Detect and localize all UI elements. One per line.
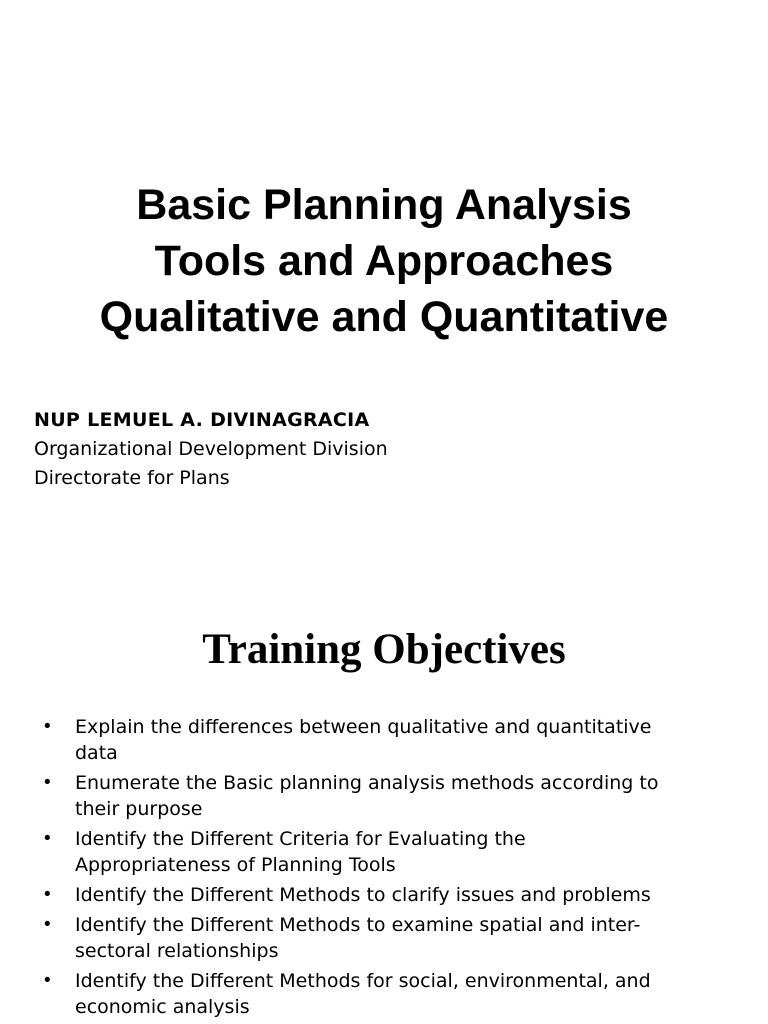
title-line-2: Tools and Approaches — [154, 237, 614, 285]
bullet-icon: • — [44, 828, 51, 849]
objective-item — [44, 968, 744, 1020]
objective-item — [44, 826, 744, 878]
objective-item — [44, 770, 744, 822]
author-division: Organizational Development Division — [34, 438, 388, 460]
presentation-title — [0, 177, 768, 345]
objective-text-line-1: Identify the Different Criteria for Evaluating the — [75, 828, 526, 850]
bullet-icon: • — [44, 884, 51, 905]
objective-item — [44, 882, 744, 908]
objective-text-line-2: sectoral relationships — [75, 940, 279, 962]
objective-text-line-2: Appropriateness of Planning Tools — [75, 854, 396, 876]
bullet-icon: • — [44, 970, 51, 991]
title-line-3: Qualitative and Quantitative — [99, 293, 669, 341]
objective-text-line-1: Identify the Different Methods for social, environmental, and — [75, 970, 651, 992]
objective-text-line-1: Identify the Different Methods to examine spatial and inter- — [75, 914, 641, 936]
objectives-list — [44, 714, 744, 1024]
title-line-1: Basic Planning Analysis — [136, 181, 632, 229]
bullet-icon: • — [44, 716, 51, 737]
bullet-icon: • — [44, 772, 51, 793]
author-directorate: Directorate for Plans — [34, 467, 230, 489]
objective-text-line-1: Explain the differences between qualitative and quantitative — [75, 716, 652, 738]
objective-text-line-2: their purpose — [75, 798, 203, 820]
objective-text-line-2: data — [75, 742, 118, 764]
objectives-heading: Training Objectives — [202, 626, 566, 673]
objectives-slide — [0, 512, 768, 1024]
objective-text-line-1: Enumerate the Basic planning analysis methods according to — [75, 772, 659, 794]
bullet-icon: • — [44, 914, 51, 935]
author-block — [34, 406, 388, 493]
objective-text-line-2: economic analysis — [75, 996, 250, 1018]
objective-text-line-1: Identify the Different Methods to clarify issues and problems — [75, 884, 651, 906]
objective-item — [44, 912, 744, 964]
objective-item — [44, 714, 744, 766]
author-name: NUP LEMUEL A. DIVINAGRACIA — [34, 409, 370, 431]
